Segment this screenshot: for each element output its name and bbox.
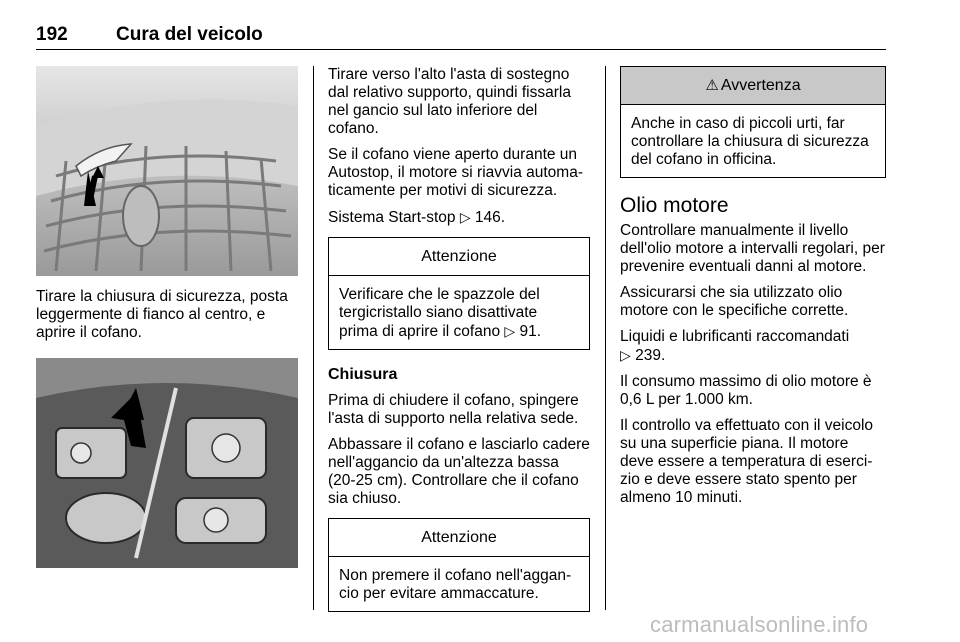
paragraph: Controllare manualmente il livello dell'olio motore a intervalli regolari, per prevenire eventuali danni al motore. [620, 222, 885, 275]
notice-box [328, 237, 590, 350]
watermark: carmanualsonline.info [650, 612, 869, 637]
paragraph: Se il cofano viene aperto durante un Autostop, il motore si riavvia automaticamente per motivi di sicurezza. [328, 146, 584, 199]
page-reference-icon: ▷ [504, 323, 516, 339]
warning-box [620, 66, 886, 178]
warning-triangle-icon: ⚠ [705, 76, 719, 94]
notice-heading: Attenzione [329, 238, 589, 276]
paragraph: Il consumo massimo di olio motore è 0,6 L per 1.000 km. [620, 373, 872, 408]
notice-body [329, 276, 589, 349]
warning-heading [621, 67, 885, 105]
page-header [36, 14, 886, 50]
page-number: 192 [36, 24, 68, 45]
section-heading-engine-oil: Olio motore [620, 194, 729, 217]
paragraph: Tirare verso l'alto l'asta di sostegno dal relativo supporto, quindi fissarla nel gancio sul lato inferiore del cofano. [328, 66, 571, 137]
paragraph: Il controllo va effettuato con il veicolo su una superficie piana. Il motore deve essere a temperatura di esercizio e deve essere stato spento per almeno 10 minuti. [620, 417, 874, 506]
caption-hood-release: Tirare la chiusura di sicurezza, posta leggermente di fianco al centro, e aprire il cofano. [36, 288, 288, 341]
warning-body: Anche in caso di piccoli urti, far controllare la chiusura di sicurezza del cofano in officina. [631, 115, 869, 168]
section-title: Cura del veicolo [116, 24, 263, 45]
page-reference-icon: ▷ [620, 347, 631, 363]
page-reference-icon: ▷ [459, 209, 471, 225]
reference-text: Sistema Start-stop [328, 209, 456, 226]
notice-body: Non premere il cofano nell'aggancio per evitare ammaccature. [339, 567, 572, 602]
paragraph-reference [328, 208, 590, 227]
reference-text: Liquidi e lubrificanti raccomandati [620, 328, 850, 345]
reference-page: 91. [519, 323, 542, 340]
warning-title: Avvertenza [720, 76, 801, 94]
paragraph: Prima di chiudere il cofano, spingere l'asta di supporto nella relativa sede. [328, 392, 579, 427]
notice-heading: Attenzione [329, 519, 589, 557]
paragraph-reference [620, 328, 886, 365]
subheading-closing: Chiusura [328, 366, 398, 383]
column-divider [313, 66, 314, 610]
paragraph: Abbassare il cofano e lasciarlo cadere nell'aggancio da un'altezza bassa (20-25 cm). Controllare che il cofano sia chiuso. [328, 436, 590, 507]
notice-box [328, 518, 590, 612]
column-middle [328, 66, 590, 628]
column-right [620, 66, 886, 515]
reference-page: 239. [635, 347, 666, 364]
column-left [36, 66, 298, 568]
paragraph: Assicurarsi che sia utilizzato olio motore con le specifiche corrette. [620, 284, 849, 319]
column-divider [605, 66, 606, 610]
engine-bay-illustration [36, 358, 298, 568]
hood-release-illustration [36, 66, 298, 276]
notice-text: Verificare che le spazzole del tergicristallo siano disattivate prima di aprire il cofano [339, 286, 540, 340]
reference-page: 146. [474, 209, 506, 226]
